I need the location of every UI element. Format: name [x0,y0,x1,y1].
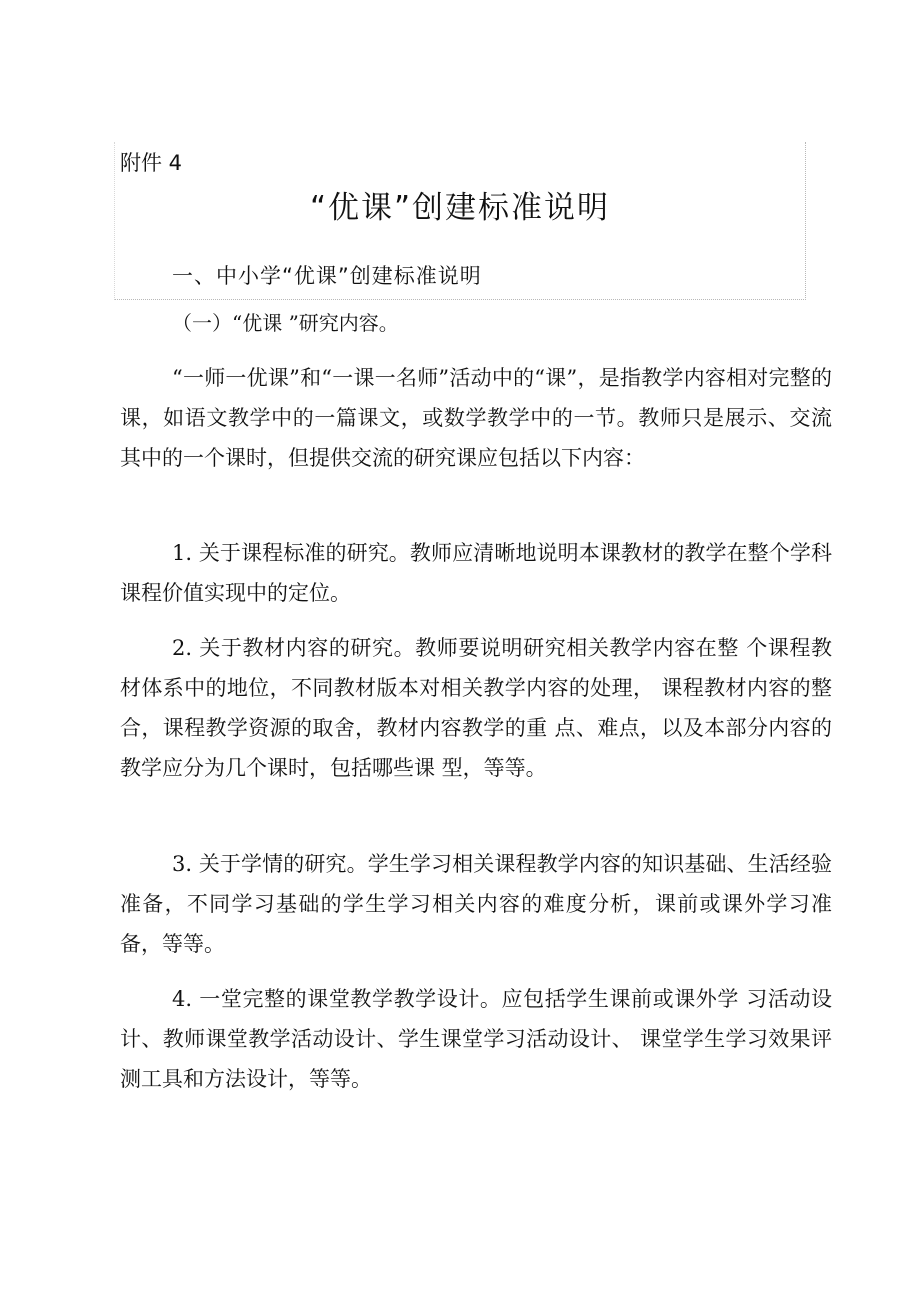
paragraph-item-2: 2. 关于教材内容的研究。教师要说明研究相关教学内容在整 个课程教材体系中的地位，不同教材版本对相关教学内容的处理， 课程教材内容的整合，课程教学资源的取舍，教材内容教学的重 点、难点，以及本部分内容的教学应分为几个课时，包括哪些课 型，等等。 [120,636,832,780]
paragraph-intro: “一师一优课”和“一课一名师”活动中的“课”，是指教学内容相对完整的课，如语文教学中的一篇课文，或数学教学中的一节。教师只是展示、交流其中的一个课时，但提供交流的研究课应包括以下内容： [120,366,832,470]
attachment-label: 附件 4 [120,151,183,175]
paragraph-item-4: 4. 一堂完整的课堂教学教学设计。应包括学生课前或课外学 习活动设计、教师课堂教学活动设计、学生课堂学习活动设计、 课堂学生学习效果评测工具和方法设计，等等。 [120,987,832,1091]
document-title: “优课”创建标准说明 [309,190,611,226]
section-heading: 一、中小学“优课”创建标准说明 [172,264,482,288]
paragraph-item-3: 3. 关于学情的研究。学生学习相关课程教学内容的知识基础、生活经验准备，不同学习基础的学生学习相关内容的难度分析，课前或课外学习准备，等等。 [120,852,832,956]
paragraph-item-1: 1. 关于课程标准的研究。教师应清晰地说明本课教材的教学在整个学科课程价值实现中的定位。 [120,541,832,605]
subheading-research-content: （一）“优课 ”研究内容。 [172,311,399,335]
